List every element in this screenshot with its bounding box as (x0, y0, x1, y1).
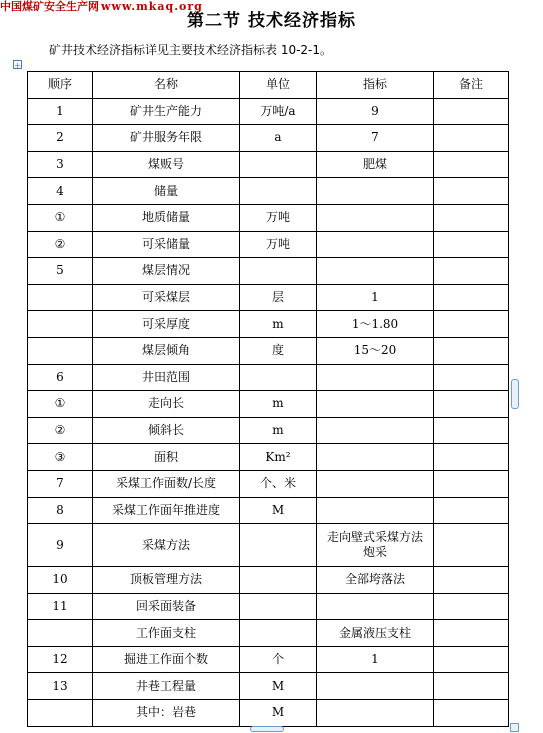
cell-name: 煤层倾角 (93, 337, 240, 364)
cell-indicator (317, 497, 434, 524)
cell-remarks (434, 258, 509, 285)
cell-indicator: 走向壁式采煤方法 炮采 (317, 524, 434, 567)
cell-unit: 度 (240, 337, 317, 364)
cell-remarks (434, 125, 509, 152)
table-resize-side-handle[interactable] (511, 379, 519, 409)
cell-name: 矿井生产能力 (93, 98, 240, 125)
header-indicator: 指标 (317, 72, 434, 99)
table-row (28, 125, 509, 152)
cell-name: 井巷工程量 (93, 673, 240, 700)
cell-remarks (434, 593, 509, 620)
cell-unit: 万吨 (240, 204, 317, 231)
intro-paragraph: 矿井技术经济指标详见主要技术经济指标表 10-2-1。 (49, 43, 333, 57)
cell-name: 走向长 (93, 391, 240, 418)
cell-remarks (434, 700, 509, 727)
cell-remarks (434, 567, 509, 594)
cell-unit (240, 364, 317, 391)
cell-indicator: 9 (317, 98, 434, 125)
table-row (28, 444, 509, 471)
cell-indicator: 1 (317, 646, 434, 673)
cell-indicator (317, 231, 434, 258)
cell-order: 6 (28, 364, 93, 391)
cell-indicator (317, 444, 434, 471)
cell-indicator (317, 178, 434, 205)
cell-name: 采煤方法 (93, 524, 240, 567)
cell-remarks (434, 673, 509, 700)
cell-unit (240, 620, 317, 647)
cell-remarks (434, 364, 509, 391)
cell-indicator: 全部垮落法 (317, 567, 434, 594)
cell-indicator: 15～20 (317, 337, 434, 364)
cell-remarks (434, 178, 509, 205)
cell-unit (240, 593, 317, 620)
table-move-handle-icon[interactable]: + (14, 61, 21, 70)
table-row (28, 497, 509, 524)
cell-order: ② (28, 417, 93, 444)
table-row (28, 646, 509, 673)
cell-remarks (434, 497, 509, 524)
cell-order (28, 311, 93, 338)
cell-order: 13 (28, 673, 93, 700)
table-row (28, 620, 509, 647)
cell-name: 其中：岩巷 (93, 700, 240, 727)
cell-name: 回采面装备 (93, 593, 240, 620)
header-remarks: 备注 (434, 72, 509, 99)
cell-indicator: 1 (317, 284, 434, 311)
cell-name: 倾斜长 (93, 417, 240, 444)
cell-unit: M (240, 497, 317, 524)
cell-order: 2 (28, 125, 93, 152)
table-row (28, 593, 509, 620)
cell-indicator (317, 391, 434, 418)
cell-unit (240, 567, 317, 594)
cell-unit (240, 151, 317, 178)
cell-remarks (434, 231, 509, 258)
table-row (28, 524, 509, 567)
table-row (28, 178, 509, 205)
cell-order: ② (28, 231, 93, 258)
cell-order: 12 (28, 646, 93, 673)
cell-unit (240, 524, 317, 567)
cell-indicator (317, 700, 434, 727)
cell-order (28, 700, 93, 727)
cell-name: 储量 (93, 178, 240, 205)
cell-remarks (434, 151, 509, 178)
table-row (28, 98, 509, 125)
cell-remarks (434, 311, 509, 338)
cell-remarks (434, 444, 509, 471)
cell-indicator (317, 258, 434, 285)
cell-name: 矿井服务年限 (93, 125, 240, 152)
cell-unit: M (240, 700, 317, 727)
table-resize-bottom-handle[interactable] (250, 726, 284, 732)
cell-name: 可采煤层 (93, 284, 240, 311)
cell-unit: 万吨 (240, 231, 317, 258)
table-row (28, 417, 509, 444)
cell-indicator: 肥煤 (317, 151, 434, 178)
table-row (28, 567, 509, 594)
cell-name: 地质储量 (93, 204, 240, 231)
cell-unit: 万吨/a (240, 98, 317, 125)
table-row (28, 204, 509, 231)
cell-remarks (434, 646, 509, 673)
watermark-url: www.mkaq.org (101, 0, 203, 13)
cell-unit (240, 178, 317, 205)
cell-remarks (434, 98, 509, 125)
cell-name: 采煤工作面年推进度 (93, 497, 240, 524)
section-title: 第二节 技术经济指标 (187, 11, 356, 31)
cell-order: ① (28, 204, 93, 231)
cell-indicator (317, 364, 434, 391)
table-header-row (28, 72, 509, 99)
cell-remarks (434, 337, 509, 364)
cell-unit: m (240, 391, 317, 418)
cell-order: 9 (28, 524, 93, 567)
table-row (28, 311, 509, 338)
cell-remarks (434, 284, 509, 311)
cell-indicator: 7 (317, 125, 434, 152)
table-row (28, 258, 509, 285)
cell-order: ① (28, 391, 93, 418)
cell-order (28, 620, 93, 647)
cell-remarks (434, 620, 509, 647)
cell-name: 可采厚度 (93, 311, 240, 338)
cell-name: 井田范围 (93, 364, 240, 391)
table-row (28, 391, 509, 418)
cell-indicator (317, 673, 434, 700)
table-resize-corner-handle[interactable] (510, 723, 519, 732)
header-name: 名称 (93, 72, 240, 99)
cell-name: 面积 (93, 444, 240, 471)
table-row (28, 151, 509, 178)
cell-order (28, 284, 93, 311)
cell-order: 3 (28, 151, 93, 178)
table-row (28, 284, 509, 311)
cell-order: 11 (28, 593, 93, 620)
cell-unit (240, 258, 317, 285)
cell-unit: Km² (240, 444, 317, 471)
cell-indicator (317, 593, 434, 620)
cell-order: ③ (28, 444, 93, 471)
cell-remarks (434, 524, 509, 567)
cell-indicator (317, 470, 434, 497)
cell-unit: a (240, 125, 317, 152)
cell-remarks (434, 417, 509, 444)
cell-unit: 层 (240, 284, 317, 311)
cell-unit: M (240, 673, 317, 700)
cell-name: 煤贩号 (93, 151, 240, 178)
cell-indicator (317, 417, 434, 444)
technical-economic-indicator-table (27, 71, 509, 727)
cell-order (28, 337, 93, 364)
cell-unit: 个、米 (240, 470, 317, 497)
cell-name: 采煤工作面数/长度 (93, 470, 240, 497)
table-row (28, 337, 509, 364)
header-unit: 单位 (240, 72, 317, 99)
cell-order: 10 (28, 567, 93, 594)
watermark-site-name: 中国煤矿安全生产网 (0, 0, 99, 13)
cell-name: 可采储量 (93, 231, 240, 258)
cell-order: 7 (28, 470, 93, 497)
cell-name: 工作面支柱 (93, 620, 240, 647)
cell-order: 1 (28, 98, 93, 125)
cell-unit: m (240, 417, 317, 444)
cell-unit: 个 (240, 646, 317, 673)
cell-indicator: 1～1.80 (317, 311, 434, 338)
cell-remarks (434, 391, 509, 418)
header-order: 顺序 (28, 72, 93, 99)
cell-name: 顶板管理方法 (93, 567, 240, 594)
table-row (28, 231, 509, 258)
cell-unit: m (240, 311, 317, 338)
table-row (28, 364, 509, 391)
cell-order: 5 (28, 258, 93, 285)
cell-name: 煤层情况 (93, 258, 240, 285)
cell-indicator (317, 204, 434, 231)
cell-remarks (434, 470, 509, 497)
cell-order: 4 (28, 178, 93, 205)
table-row (28, 673, 509, 700)
cell-order: 8 (28, 497, 93, 524)
cell-name: 掘进工作面个数 (93, 646, 240, 673)
table-row (28, 470, 509, 497)
cell-indicator: 金属液压支柱 (317, 620, 434, 647)
table-row (28, 700, 509, 727)
cell-remarks (434, 204, 509, 231)
